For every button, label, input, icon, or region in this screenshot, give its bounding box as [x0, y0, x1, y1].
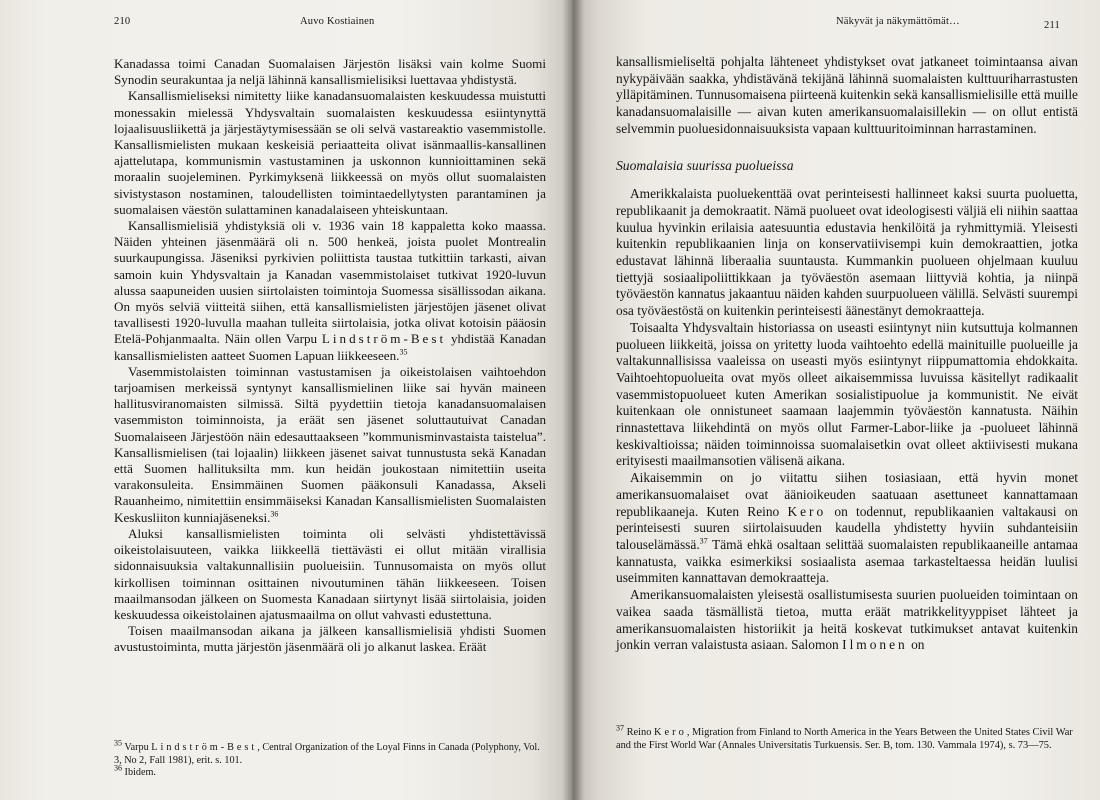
paragraph-text: on todennut, republikaanien valtakausi on perinteisesti suuren siirtolaisuuden kaudella yhdistetty hyviin suhdanteisiin talouselämässä. [616, 503, 1078, 552]
left-running-head [114, 14, 546, 34]
paragraph: Toisen maailmansodan aikana ja jälkeen kansallismielisiä yhdisti Suomen avustustoiminta, mutta järjestön jäsenmäärä oli jo alkanut laskea. Eräät [114, 623, 546, 655]
spaced-author-name: Kero [654, 727, 687, 738]
footnote-35 [114, 738, 546, 767]
paragraph: Kanadassa toimi Canadan Suomalaisen Järjestön lisäksi vain kolme Suomi Synodin seurakuntaa ja neljä lähinnä kansallismielisiksi luettavaa yhdistystä. [114, 56, 546, 88]
paragraph-text: Kansallismielisiä yhdistyksiä oli v. 1936 vain 18 kappaletta koko maassa. Näiden yhteinen jäsenmäärä oli n. 500 henkeä, joista puolet Montrealin suurkaupungissa. Jäseniksi pyrkivien poliittista taustaa tutkittiin tarkasti, aivan samoin kuin Yhdysvaltain ja Kanadan vasemmistolaiset tutkivat 1920-luvun alussa saapuneiden uusien siirtolaisten toimintoja Suomessa sisällissodan aikana. On myös selviä viitteitä siihen, että kansallismielisten järjestöjen jäsenet olivat tavallisesti 1920-luvulla maahan tulleita siirtolaisia, jotka olivat kotoisin pääosin Etelä-Pohjanmaalta. Näin ollen Varpu [114, 218, 546, 347]
paragraph-text: Amerikansuomalaisten yleisestä osallistumisesta suurien puolueiden toimintaan on vaikea saada täsmällistä tietoa, mutta eräät matrikkelityyppiset lähteet ja amerikansuomalaisten historiikit ja heitä koskevat tutkimukset antavat kuitenkin jonkin verran valaistusta asiaan. Salomon [616, 587, 1078, 653]
spaced-author-name: Lindström-Best [151, 742, 258, 753]
footnote-ref: 35 [399, 347, 408, 357]
footnote-text: Ibidem. [124, 767, 156, 778]
paragraph-text: on [907, 637, 925, 653]
left-body-text [114, 56, 546, 656]
footnote-36 [114, 763, 546, 780]
right-page [572, 0, 1100, 800]
footnote-number: 37 [616, 723, 624, 733]
footnote-ref: 37 [699, 536, 708, 546]
paragraph [114, 218, 546, 364]
footnote-number: 36 [114, 763, 122, 773]
paragraph-text: Tämä ehkä osaltaan selittää suomalaisten republikaaneille antamaa kannatusta, vaikka esimerkiksi sosiaalista asemaa tarkasteltaessa heidän luulisi useimmiten kannattavan demokraatteja. [616, 536, 1078, 586]
paragraph [114, 364, 546, 526]
footnote-number: 35 [114, 738, 122, 748]
footnote-text: , Central Organization of the Loyal Finns in Canada (Polyphony, Vol. 3, No 2, Fall 1981), erit. s. 101. [114, 742, 540, 766]
book-gutter [562, 0, 584, 800]
footnote-37 [616, 723, 1078, 752]
right-footnotes [616, 723, 1078, 752]
footnote-text: Reino [626, 727, 655, 738]
section-heading: Suomalaisia suurissa puolueissa [616, 157, 794, 173]
paragraph [616, 587, 1078, 654]
left-page-number: 210 [114, 16, 131, 27]
spaced-author-name: Kero [787, 503, 827, 519]
paragraph-text: Aikaisemmin on jo viitattu siihen tosiasiaan, että hyvin monet amerikansuomalaiset ovat äänioikeuden saatuaan asettuneet kannattamaan republikaaneja. Kuten Reino [616, 470, 1078, 519]
left-footnotes [114, 738, 546, 780]
right-body-text [616, 54, 1078, 654]
paragraph-tail: yhdistää Kanadan kansallismielisten aatteet Suomen Lapuan liikkeeseen. [114, 331, 546, 363]
left-running-title: Auvo Kostiainen [300, 16, 375, 27]
footnote-ref: 36 [270, 509, 279, 519]
paragraph-text: Vasemmistolaisten toiminnan vastustamisen ja oikeistolaisen vaihtoehdon tarjoamisen merkeissä syntynyt kansallismielinen liike sai hyvän maineen hallitusviranomaisten silmissä. Siltä pyydettiin tietoja kanadansuomalaisen vasemmiston toiminnoista, ja eräät sen jäsenet soluttautuivat Canadan Suomalaiseen Järjestöön näin edesauttaakseen ”kommunisminvastaista taistelua”. Kansallismielisen (tai lojaalin) liikkeen jäsenet saivat tunnustusta sekä Kanadan että Suomen hallituksilta mm. kun heidän joukostaan nimitettiin useita varakonsuleita. Ensimmäinen Suomen pääkonsuli Kanadassa, Akseli Rauanheimo, nimitettiin ensimmäiseksi Kanadan Kansallismielisten Suomalaisten Keskusliiton kunniajäseneksi. [114, 363, 546, 525]
paragraph: Amerikkalaista puoluekenttää ovat perinteisesti hallinneet kaksi suurta puoluetta, republikaanit ja demokraatit. Nämä puolueet ovat ideologisesti väljiä eli niihin saattaa kuulua hyvinkin erilaisia aatesuuntia edustavia henkilöitä ja ryhmittymiä. Yleisesti kuitenkin republikaanien linja on konservatiivisempi kuin demokraattien, jotka edustavat lähinnä liberaalia suuntausta. Kummankin puolueen ohjelmaan kuuluu tiettyjä sosiaalipoliittikkaan ja työväestön asemaan liittyviä kohtia, ja niinpä työväestön kannatus jakaantuu näiden kahden suurpuolueen välillä. Selvästi suurempi osa työväestöstä on kuitenkin perinteisesti äänestänyt demokraatteja. [616, 186, 1078, 319]
right-running-title: Näkyvät ja näkymättömät… [836, 16, 960, 27]
footnote-text: , Migration from Finland to North America in the Years Between the United States Civil War and the First World War (Annales Universitatis Turkuensis. Ser. B, tom. 130. Vammala 1974), s. 73—75. [616, 727, 1073, 751]
right-page-number: 211 [1044, 20, 1060, 31]
spaced-author-name: Ilmonen [842, 637, 908, 653]
paragraph: kansallismieliseltä pohjalta lähteneet yhdistykset ovat jatkaneet toimintaansa aivan nykypäivään saakka, yhdistävänä tekijänä lähinnä suomalaisten kulttuuriharrastusten ylläpitäminen. Tunnusomaisena piirteenä kuitenkin sekä kansallismielisille että muille kanadansuomalaisille — aivan kuten amerikansuomalaisillekin — on ollut entistä selvemmin puoluesidonnaisuuksista vapaan kulttuuritoiminnan harrastaminen. [616, 54, 1078, 136]
paragraph: Aluksi kansallismielisten toiminta oli selvästi yhdistettävissä oikeistolaisuuteen, vaikka liikkeellä tiettävästi ei ollut mitään virallisia sidonnaisuuksia valtakunnallisiin puolueisiin. Tunnusomaista on myös ollut kirkollisen toiminnan osittainen nivoutuminen tähän liikkeeseen. Toisen maailmansodan jälkeen on Suomesta Kanadaan siirtynyt lisää siirtolaisia, joiden keskuudessa oikeistolainen ajatusmaailma on ollut vahvasti edustettuna. [114, 525, 546, 622]
footnote-text: Varpu [124, 742, 152, 753]
paragraph [616, 470, 1078, 587]
right-running-head [616, 14, 1078, 34]
paragraph: Toisaalta Yhdysvaltain historiassa on useasti esiintynyt niin kutsuttuja kolmannen puolueen liikkeitä, joissa on yritetty luoda vaihtoehto edellä mainituille puolueille ja valtakunnallisissa vaaleissa on useasti myös esiintynyt riippumattomia ehdokkaita. Vaihtoehtopuolueita ovat myös olleet aikaisemmissa luvuissa käsitellyt radikaalit vasemmistopuolueet kuten Amerikan sosialistipuolue ja kommunistit. Ne eivät kuitenkaan ole onnistuneet saamaan laajemmin työväestön kannatusta. Näihin rinnastettava liikehdintä on myös ollut Farmer-Labor-liike ja -puolueet lähinnä keskivaltioissa; näiden toiminnoissa suomalaisetkin ovat olleet aktiivisesti mukana erityisesti maailmansotien välisenä aikana. [616, 319, 1078, 469]
paragraph: Kansallismieliseksi nimitetty liike kanadansuomalaisten keskuudessa muistutti monessakin mielessä Yhdysvaltain suomalaisten keskuudessa esiintynyttä lojaalisuusliikettä ja järjestäytymisessään se oli selvä vastareaktio vasemmistolle. Kansallismielisten mukaan keskeisiä periaatteita olivat isänmaallis-kansallinen ajattelutapa, kommunismin vastustaminen ja uskonnon kunnioittaminen sekä moraalin suojeleminen. Pyrkimyksenä liikkeessä on myös ollut suomalaisten sivistystason nostaminen, taloudellisten toimintaedellytysten parantaminen ja suomalaisen väestön sulattaminen kanadalaiseen yhteiskuntaan. [114, 88, 546, 217]
spaced-author-name: Lindström-Best [321, 331, 447, 347]
